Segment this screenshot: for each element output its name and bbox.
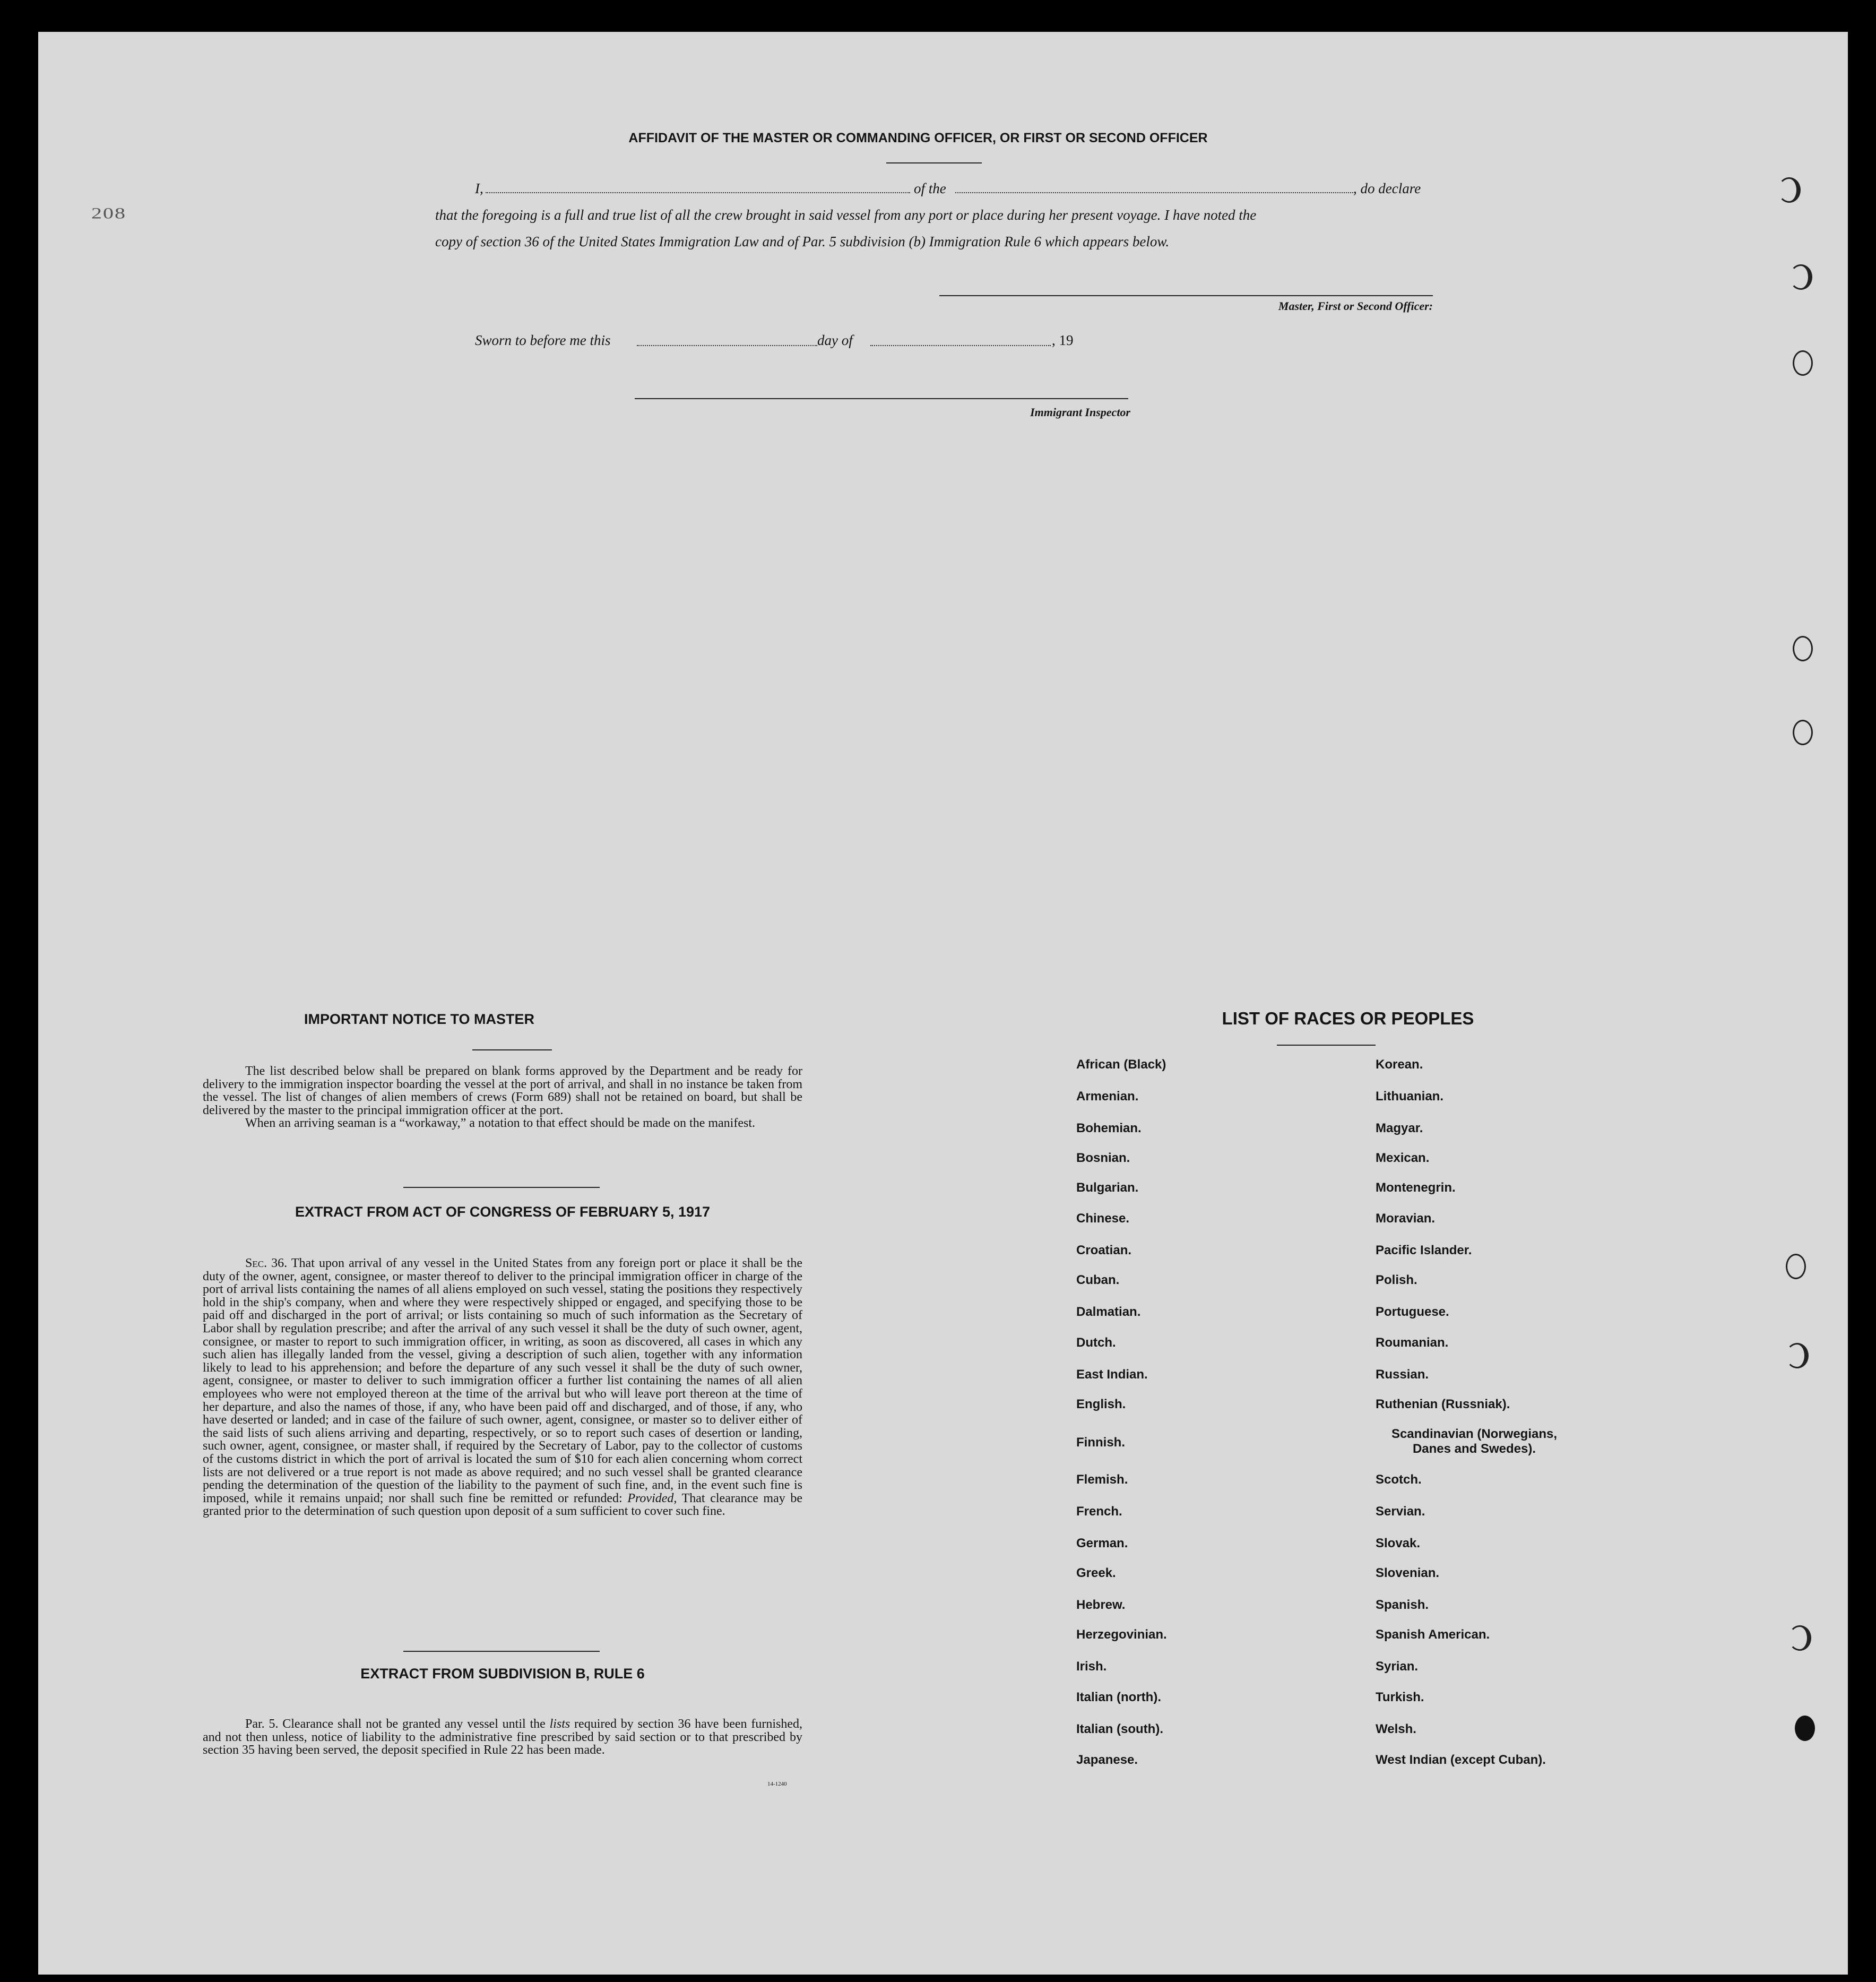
race-item: Greek.: [1076, 1566, 1116, 1580]
notice-paragraph-2: When an arriving seaman is a “workaway,” a notation to that effect should be made on the manifest.: [245, 1116, 755, 1131]
race-item: Italian (north).: [1076, 1690, 1161, 1704]
binder-hole-icon: [1795, 1716, 1815, 1741]
notice-body: [203, 1065, 802, 1130]
rule-extract-title: EXTRACT FROM SUBDIVISION B, RULE 6: [360, 1666, 645, 1682]
notice-paragraph-1: The list described below shall be prepared on blank forms approved by the Department and be ready for delivery to the immigration inspector boarding the vessel at the port of arrival, and shall in no instance be taken from the vessel. The list of changes of alien members of crews (Form 689) shall not be retained on board, but shall be delivered by the master to the principal immigration officer at the port.: [203, 1064, 802, 1117]
race-item: West Indian (except Cuban).: [1376, 1753, 1546, 1767]
binder-hole-icon: [1789, 264, 1812, 290]
section-divider: [403, 1651, 600, 1652]
race-item: Syrian.: [1376, 1659, 1419, 1674]
race-item: Dutch.: [1076, 1335, 1116, 1350]
race-item: Polish.: [1376, 1273, 1417, 1287]
races-title: LIST OF RACES OR PEOPLES: [1222, 1009, 1474, 1028]
races-divider: [1277, 1045, 1376, 1046]
sworn-day-blank[interactable]: [637, 345, 817, 346]
race-item: Irish.: [1076, 1659, 1107, 1674]
lists-word: lists: [549, 1717, 570, 1731]
race-item: Flemish.: [1076, 1472, 1128, 1487]
master-signature-label: Master, First or Second Officer:: [1278, 299, 1433, 313]
race-item: Moravian.: [1376, 1211, 1436, 1226]
race-item: Slovenian.: [1376, 1566, 1440, 1580]
race-item: Scandinavian (Norwegians, Danes and Swedes).: [1391, 1427, 1558, 1456]
binder-hole-icon: [1793, 350, 1813, 376]
sworn-prefix: Sworn to before me this: [475, 332, 611, 348]
inspector-label: Immigrant Inspector: [1030, 406, 1130, 419]
race-item: Cuban.: [1076, 1273, 1120, 1287]
race-item: Servian.: [1376, 1504, 1425, 1519]
section-divider: [403, 1187, 600, 1188]
race-item: Japanese.: [1076, 1753, 1138, 1767]
race-item: Italian (south).: [1076, 1722, 1163, 1736]
binder-hole-icon: [1793, 720, 1813, 745]
master-signature-line[interactable]: [939, 295, 1433, 296]
act-text: That upon arrival of any vessel in the United States from any foreign port or place it shall be the duty of the owner, agent, consignee, or master thereof to deliver to the principal immigration officer in charge of the port of arrival lists containing the names of all aliens employed on such vessel, stating the positions they respectively hold in the ship's company, when and where they were respectively shipped or engaged, and specifying those to be paid off and discharged in the port of arrival; or lists containing so much of such information as the Secretary of Labor shall by regulation prescribe; and after the arrival of any such vessel it shall be the duty of such owner, agent, consignee, or master to report to such immigration officer, in writing, as soon as discovered, all cases in which any such alien has illegally landed from the vessel, giving a description of such alien, together with any information likely to lead to his apprehension; and before the departure of any such vessel it shall be the duty of such owner, agent, consignee, or master to deliver to such immigration officer a further list containing the names of all alien employees who were not employed thereon at the time of the arrival but who will leave port thereon at the time of her departure, and also the names of those, if any, who have been paid off and discharged, and of those, if any, who have deserted or landed; and in case of the failure of such owner, agent, consignee, or master so to deliver either of the said lists of such aliens arriving and departing, respectively, or so to report such cases of desertion or landing, such owner, agent, consignee, or master shall, if required by the Secretary of Labor, pay to the collector of customs of the customs district in which the port of arrival is located the sum of $10 for each alien concerning whom correct lists are not delivered or a true report is not made as above required; and no such vessel shall be granted clearance pending the determination of the question of the liability to the payment of such fine, and, in the event such fine is imposed, while it remains unpaid; nor shall such fine be remitted or refunded:: [203, 1256, 803, 1505]
binder-hole-icon: [1788, 1625, 1811, 1651]
race-item: Herzegovinian.: [1076, 1627, 1167, 1642]
race-item: Ruthenian (Russniak).: [1376, 1397, 1510, 1411]
race-item: Chinese.: [1076, 1211, 1130, 1226]
binder-hole-icon: [1793, 636, 1813, 661]
affidavit-title: AFFIDAVIT OF THE MASTER OR COMMANDING OFFICER, OR FIRST OR SECOND OFFICER: [628, 131, 1208, 145]
race-item: Mexican.: [1376, 1151, 1430, 1165]
race-item: Montenegrin.: [1376, 1180, 1456, 1195]
rule-text: Par. 5. Clearance shall not be granted any vessel until the: [245, 1717, 546, 1731]
race-item: Pacific Islander.: [1376, 1243, 1472, 1257]
inspector-signature-line[interactable]: [635, 398, 1128, 399]
affidavit-i-label: I,: [475, 180, 483, 196]
margin-stamp: 208: [91, 204, 126, 222]
race-item: Spanish.: [1376, 1598, 1429, 1612]
affidavit-do-declare: , do declare: [1353, 180, 1421, 196]
sworn-day-of: day of: [817, 332, 853, 348]
race-item: Portuguese.: [1376, 1305, 1449, 1319]
race-item: Armenian.: [1076, 1089, 1139, 1104]
race-item: Spanish American.: [1376, 1627, 1490, 1642]
race-item: English.: [1076, 1397, 1126, 1411]
race-item: Finnish.: [1076, 1435, 1125, 1450]
race-item: Welsh.: [1376, 1722, 1416, 1736]
act-extract-body: [203, 1257, 802, 1518]
act-section-label: Sec. 36.: [245, 1256, 288, 1270]
affidavit-line-2: that the foregoing is a full and true list of all the crew brought in said vessel from any port or place during her present voyage. I have noted the: [435, 207, 1257, 223]
race-item: Roumanian.: [1376, 1335, 1449, 1350]
race-item: Bohemian.: [1076, 1121, 1142, 1135]
sworn-month-blank[interactable]: [870, 345, 1051, 346]
race-item: Croatian.: [1076, 1243, 1132, 1257]
race-item: French.: [1076, 1504, 1122, 1519]
race-item: Scotch.: [1376, 1472, 1422, 1487]
vessel-blank[interactable]: [955, 192, 1353, 193]
race-item: Dalmatian.: [1076, 1305, 1141, 1319]
race-item: African (Black): [1076, 1057, 1166, 1072]
provided-word: Provided,: [627, 1491, 677, 1505]
race-item: Russian.: [1376, 1367, 1429, 1382]
title-divider: [886, 162, 982, 163]
race-item: Bosnian.: [1076, 1151, 1130, 1165]
race-item: East Indian.: [1076, 1367, 1148, 1382]
sworn-year: , 19: [1052, 332, 1074, 348]
rule-text-end: required by section 36 have been furnished, and not then unless, notice of liability to the administrative fine prescribed by said section or to that prescribed by section 35 having been served, the deposit specified in Rule 22 has been made.: [203, 1717, 802, 1757]
binder-hole-icon: [1786, 1343, 1809, 1368]
notice-title: IMPORTANT NOTICE TO MASTER: [304, 1011, 534, 1027]
form-sheet: [38, 32, 1848, 1975]
section-divider: [472, 1049, 552, 1050]
race-item: Bulgarian.: [1076, 1180, 1139, 1195]
affidavit-of-the-label: of the: [914, 180, 946, 196]
race-item: Hebrew.: [1076, 1598, 1126, 1612]
binder-hole-icon: [1778, 177, 1801, 203]
act-text-end: That clearance may be granted prior to the determination of such question upon deposit of a sum sufficient to cover such fine.: [203, 1491, 803, 1519]
form-number: 14-1240: [767, 1781, 787, 1787]
rule-extract-body: [203, 1718, 802, 1757]
binder-hole-icon: [1786, 1254, 1806, 1279]
name-blank[interactable]: [486, 192, 910, 193]
race-item: German.: [1076, 1536, 1128, 1550]
race-item: Slovak.: [1376, 1536, 1421, 1550]
race-item: Magyar.: [1376, 1121, 1423, 1135]
act-extract-title: EXTRACT FROM ACT OF CONGRESS OF FEBRUARY 5, 1917: [295, 1204, 711, 1220]
race-item: Turkish.: [1376, 1690, 1424, 1704]
affidavit-line-3: copy of section 36 of the United States Immigration Law and of Par. 5 subdivision (b) Immigration Rule 6 which appears below.: [435, 234, 1170, 249]
race-item: Korean.: [1376, 1057, 1423, 1072]
race-item: Lithuanian.: [1376, 1089, 1443, 1104]
